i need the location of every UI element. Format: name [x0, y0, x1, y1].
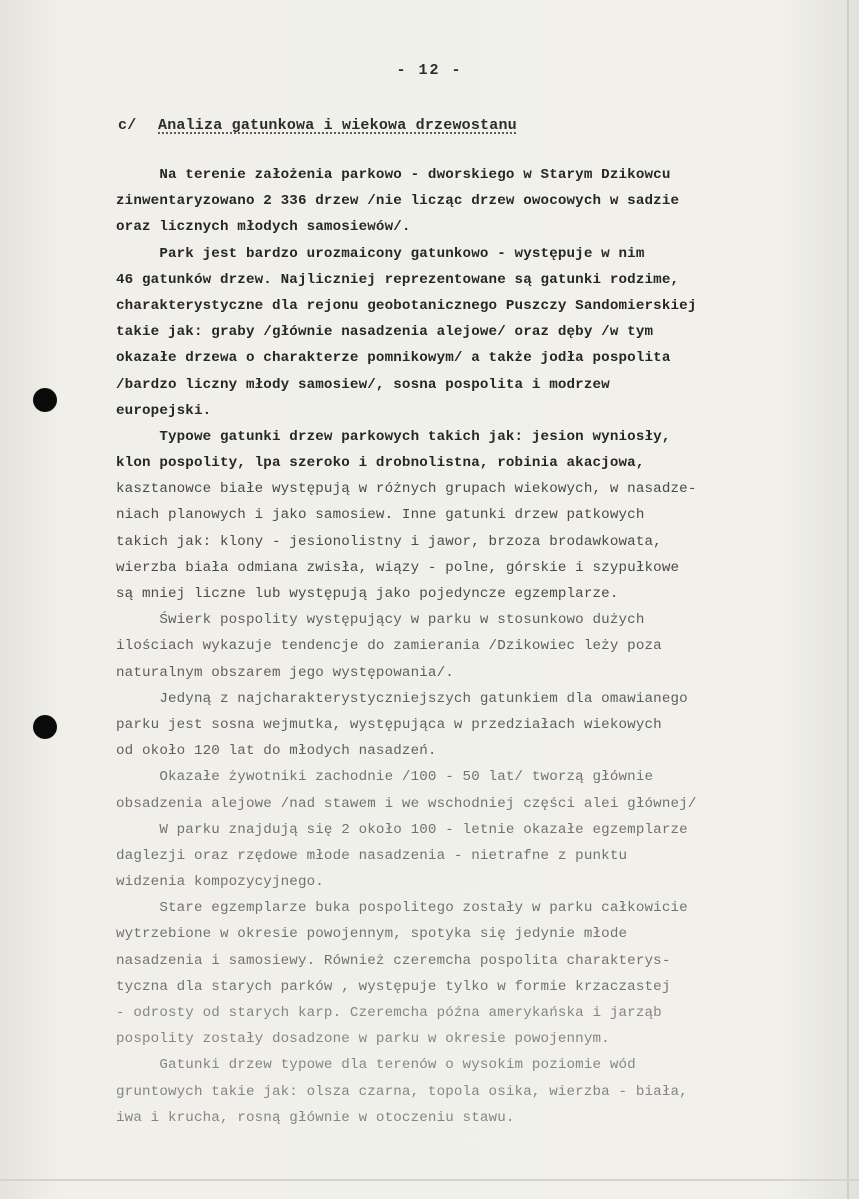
text-line: Okazałe żywotniki zachodnie /100 - 50 lat/ tworzą głównie	[116, 769, 654, 786]
text-line: takich jak: klony - jesionolistny i jawor, brzoza brodawkowata,	[116, 533, 662, 550]
text-line: wierzba biała odmiana zwisła, wiązy - polne, górskie i szypułkowe	[116, 559, 680, 576]
text-line: klon pospolity, lpa szeroko i drobnolistna, robinia akacjowa,	[116, 455, 645, 472]
text-line: tyczna dla starych parków , występuje tylko w formie krzaczastej	[116, 978, 671, 995]
text-line: Świerk pospolity występujący w parku w stosunkowo dużych	[116, 612, 645, 629]
text-line: daglezji oraz rzędowe młode nasadzenia - nietrafne z punktu	[116, 847, 628, 864]
text-line: nasadzenia i samosiewy. Również czeremcha pospolita charakterys-	[116, 952, 671, 969]
section-heading	[118, 117, 517, 134]
text-line: okazałe drzewa o charakterze pomnikowym/ a także jodła pospolita	[116, 350, 671, 367]
text-line: europejski.	[116, 402, 212, 419]
text-line: Na terenie założenia parkowo - dworskiego w Starym Dzikowcu	[116, 167, 671, 183]
text-line: niach planowych i jako samosiew. Inne gatunki drzew patkowych	[116, 507, 645, 524]
page-edge-bottom	[0, 1179, 859, 1181]
text-line: zinwentaryzowano 2 336 drzew /nie licząc drzew owocowych w sadzie	[116, 193, 680, 210]
text-line: oraz licznych młodych samosiewów/.	[116, 219, 411, 236]
text-line: parku jest sosna wejmutka, występująca w przedziałach wiekowych	[116, 716, 662, 733]
text-line: wytrzebione w okresie powojennym, spotyka się jedynie młode	[116, 926, 628, 943]
text-line: iwa i krucha, rosną głównie w otoczeniu stawu.	[116, 1109, 515, 1126]
text-line: naturalnym obszarem jego występowania/.	[116, 664, 454, 681]
section-marker: c/	[118, 117, 137, 134]
text-line: ilościach wykazuje tendencje do zamierania /Dzikowiec leży poza	[116, 638, 662, 655]
text-line: od około 120 lat do młodych nasadzeń.	[116, 743, 437, 760]
text-line: takie jak: graby /głównie nasadzenia alejowe/ oraz dęby /w tym	[116, 324, 654, 341]
text-line: charakterystyczne dla rejonu geobotanicznego Puszczy Sandomierskiej	[116, 297, 697, 314]
text-line: Jedyną z najcharakterystyczniejszych gatunkiem dla omawianego	[116, 690, 688, 707]
body-text	[116, 162, 836, 1131]
text-line: 46 gatunków drzew. Najliczniej reprezentowane są gatunki rodzime,	[116, 271, 680, 288]
text-line: W parku znajdują się 2 około 100 - letnie okazałe egzemplarze	[116, 821, 688, 838]
text-line: Gatunki drzew typowe dla terenów o wysokim poziomie wód	[116, 1057, 636, 1074]
text-line: kasztanowce białe występują w różnych grupach wiekowych, w nasadze-	[116, 481, 697, 498]
text-line: widzenia kompozycyjnego.	[116, 874, 324, 891]
text-line: - odrosty od starych karp. Czeremcha późna amerykańska i jarząb	[116, 1005, 662, 1021]
text-line: pospolity zostały dosadzone w parku w okresie powojennym.	[116, 1031, 610, 1048]
page-edge-right	[847, 0, 849, 1199]
binder-hole-top	[33, 388, 57, 412]
text-line: /bardzo liczny młody samosiew/, sosna pospolita i modrzew	[116, 376, 610, 393]
text-line: Typowe gatunki drzew parkowych takich jak: jesion wyniosły,	[116, 428, 671, 445]
text-line: są mniej liczne lub występują jako pojedyncze egzemplarze.	[116, 586, 619, 602]
text-line: Stare egzemplarze buka pospolitego zostały w parku całkowicie	[116, 900, 688, 917]
section-title: Analiza gatunkowa i wiekowa drzewostanu	[158, 117, 517, 134]
text-line: obsadzenia alejowe /nad stawem i we wschodniej części alei głównej/	[116, 795, 697, 812]
text-line: Park jest bardzo urozmaicony gatunkowo - występuje w nim	[116, 245, 645, 262]
text-line: gruntowych takie jak: olsza czarna, topola osika, wierzba - biała,	[116, 1083, 688, 1100]
page-number: - 12 -	[396, 62, 463, 79]
binder-hole-bottom	[33, 715, 57, 739]
